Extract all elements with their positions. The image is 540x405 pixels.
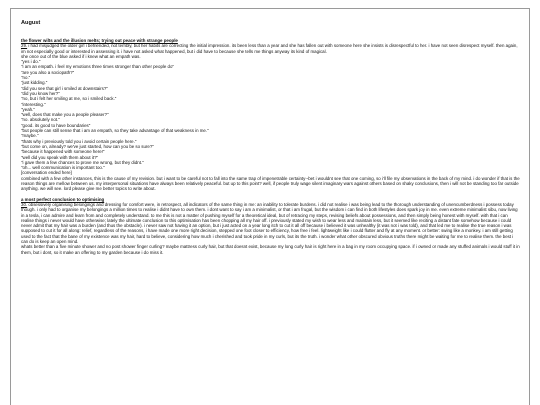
dialogue-line: "yes i do." (21, 59, 41, 65)
dialogue-line: "but people can still sense that i am an empath, so they take advantage of that weakness in me." (21, 128, 209, 134)
entry-number: 29. (21, 43, 28, 49)
month-title: August (21, 20, 41, 26)
dialogue-line: "no, but i felt her smiling at me, so i smiled back." (21, 96, 117, 102)
dialogue-line: "thats why i previously told you i avoid certain people here." (21, 138, 137, 144)
dialogue-line: "are you also a sociopath?" (21, 69, 75, 75)
entry-paragraph (21, 202, 521, 244)
entry-text: i had misjudged the older girl i befriended, not terribly, but her habits are correcting the initial impression. its been less than a year and she has fallen out with someone here she insists is disrespectful to her. i have not seen disrespect myself. then again, im not especially good or interested in assessing it. i have not asked what happened, but i did have to because she tells me things anyway its kind of magical. (21, 43, 519, 54)
dialogue-line: "no. absolutely not." (21, 117, 60, 123)
entry-text: obsessively organising belongings and dressing for comfort were, in retrospect, all indicators of the same thing in me: an inability to tolerate burdens. i did not realise i was being lead to the thorough understanding of unencumberdness i possess today though. i only had to organise my belongings a million times to realise i didnt have to own them. i dont want to say i am a minimalist, or that i am frugal, but the wisdom i can find in both lifestyles does spark joy in me. even extreme minimalist sibu, now living in a tesla, i can admire and learn from and completely understand. to me this is not a matter of pushing myself for a theoretical ideal, but of retracing my steps, revising beliefs about possessions, and then simply being honest with myself. with that i can realise things i never would have otherwise; lately the ultimate conclusion to this optimisation has been chopping all my hair off. i previously stated my wish to wear less and maintain less, but it seemed like reciting a distant fate somehow because i could never admit that my hair was a burden (and thus the obstacle). i never saw not having it an option, but i just acted on a year long itch to cut it all off because i believed it was unhealthy (it was not i was told), and that led me to realise the true reason i was supposed to cut it for all along: relief, regardless of the reasons, i have made one more right decision, stepped one foot closer to efficiency, how free i feel. lightweight like i could flutter and fly at any moment. or better: swing like a monkey. i am still getting used to the fact that the bane of my existence was my hair, hard to believe, considering how much i cherished and took pride in my curls, but its the truth. i wonder what other obscured obvious truths there might be waiting for me to realise them. the best i can do is keep an open mind. (21, 201, 519, 244)
dialogue-line: "well, does that make you a people pleaser?" (21, 112, 109, 118)
dialogue-line: "maybe." (21, 133, 39, 139)
entry-number: 30. (21, 201, 28, 207)
dialogue-line: "well did you speak with them about it?" (21, 154, 99, 160)
dialogue-line: "i gave them a few chances to prove me wrong, but they didnt." (21, 159, 144, 165)
dialogue-line: "i am an empath. i feel my emotions three times stronger than other people do" (21, 64, 174, 70)
conversation-note: [conversation ended here] (21, 170, 72, 176)
dialogue-line: "oh... well communication is important too." (21, 165, 105, 171)
dialogue-line: "interesting." (21, 101, 46, 107)
document-body (21, 20, 521, 255)
dialogue-line: "good. its good to have boundaries" (21, 122, 91, 128)
dialogue-line: "but come on, already? we've just started, how can you be so sure?" (21, 143, 154, 149)
entry-paragraph: combined with a few other instances, this is the cause of my revision. but i want to be careful not to fall into the same trap of impenetrable certainty--bet i wouldnt see that one coming, so i'll file my observations in the back of my mind. i do wonder if that is the reason things are mellow between us. my interpersonal situations have always been relatively peaceful. but up to this point? well, if people truly wage silent imaginary wars against others based on shaky conclusions, then i will not be standing too far outside anything. we will see. lord please give me better topics to write about. (21, 175, 521, 192)
dialogue-line: "yeah." (21, 106, 35, 112)
dialogue-line: "no." (21, 75, 31, 81)
dialogue-line: "did you see that girl i smiled at downstairs?" (21, 85, 108, 91)
dialogue-line: she once out of the blue asked if i knew what an empath was. (21, 53, 141, 59)
entry-heading: a most perfect conclusion to optimising (21, 196, 105, 202)
document-page (10, 8, 530, 405)
dialogue-line: "did you know her?" (21, 90, 60, 96)
entry-paragraph: whats better than a five minute shower and no post shower finger curling? maybe mattress curly hair, but that doesnt exist, because my long curly hair is right here in a bag in my room occupying space. if i owned or made any stuffed animals i would stuff it in them, but i dont, so it make an offering to my garden because i do miss it. (21, 244, 521, 255)
dialogue-line: "because it happened with someone here!" (21, 149, 105, 155)
dialogue-line: "just kidding." (21, 80, 48, 86)
entry-paragraph (21, 43, 521, 54)
entry-heading: the flower wilts and the illusion melts; trying out peace with strange people (21, 38, 178, 43)
